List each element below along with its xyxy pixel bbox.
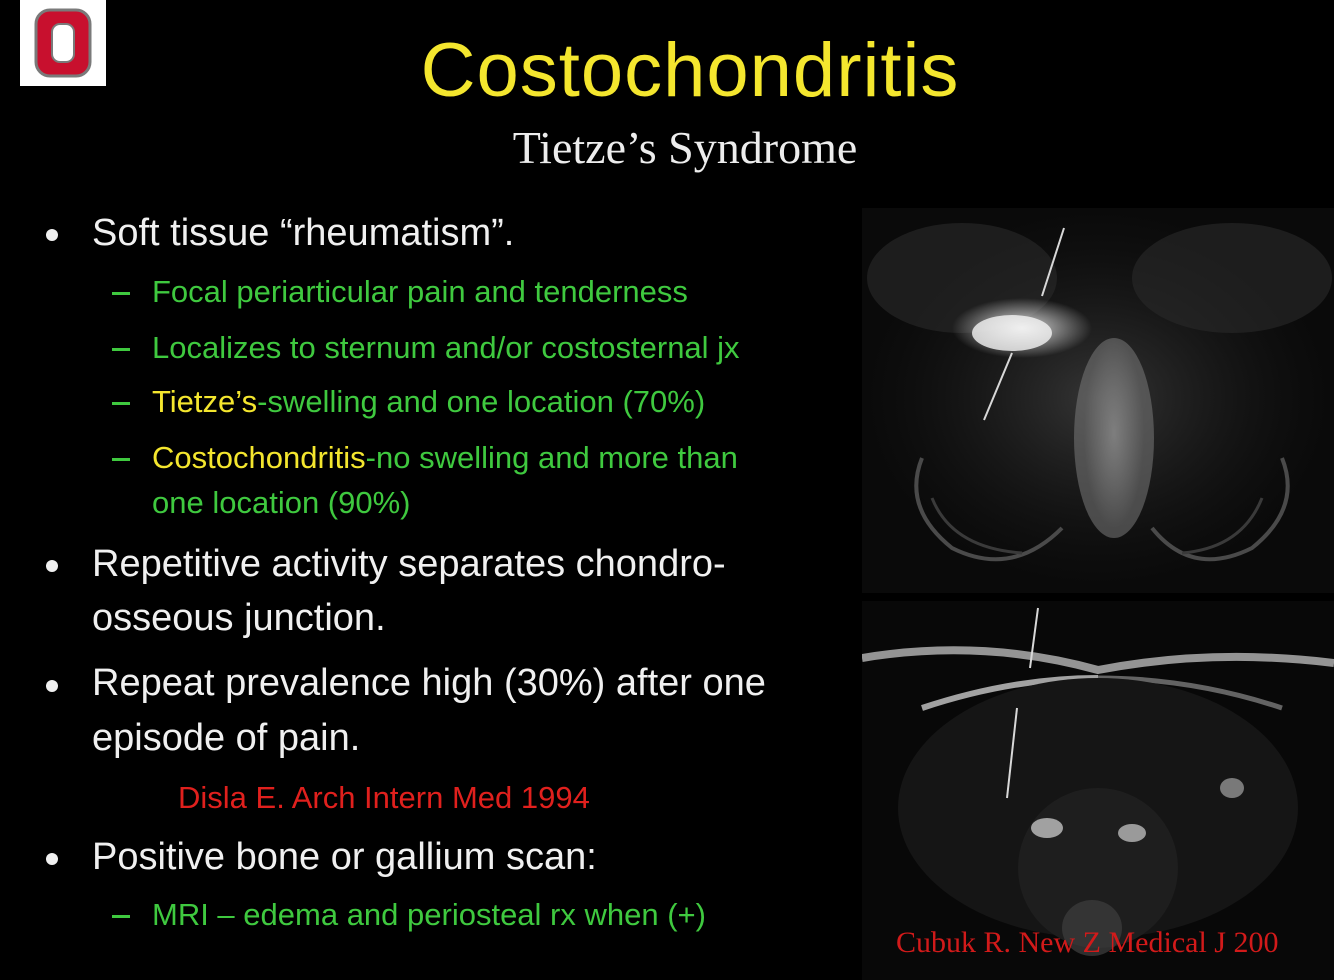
subitem-prefix: Tietze’s — [152, 384, 258, 419]
bullet-marker — [46, 229, 58, 241]
bullet-continuation: episode of pain. — [92, 717, 361, 759]
dash-marker — [112, 458, 130, 461]
subitem-text: MRI – edema and periosteal rx when (+) — [152, 897, 706, 932]
subitem-continuation: one location (90%) — [152, 485, 411, 520]
bullet-text: Repeat prevalence high (30%) after one — [92, 662, 766, 704]
slide-subtitle: Tietze’s Syndrome — [512, 122, 858, 173]
bullet-marker — [46, 853, 58, 865]
subitem-rest: -no swelling and more than — [365, 440, 738, 475]
dash-marker — [112, 292, 130, 295]
bullet-marker — [46, 560, 58, 572]
bullet-text: Soft tissue “rheumatism”. — [92, 212, 515, 254]
image-credit: Cubuk R. New Z Medical J 200 — [896, 926, 1279, 959]
subitem-text: Localizes to sternum and/or costosternal jx — [152, 330, 740, 365]
slide-title: Costochondritis — [420, 28, 960, 113]
subitem-text — [152, 440, 738, 476]
subitem-text — [152, 384, 705, 420]
bullet-continuation: osseous junction. — [92, 597, 386, 639]
dash-marker — [112, 348, 130, 351]
dash-marker — [112, 915, 130, 918]
mri-image — [862, 208, 1334, 980]
subitem-text: Focal periarticular pain and tenderness — [152, 274, 688, 309]
subitem-rest: -swelling and one location (70%) — [257, 384, 706, 419]
bullet-text: Repetitive activity separates chondro- — [92, 543, 726, 585]
bullet-text: Positive bone or gallium scan: — [92, 836, 597, 878]
bullet-marker — [46, 680, 58, 692]
citation: Disla E. Arch Intern Med 1994 — [178, 780, 590, 815]
dash-marker — [112, 402, 130, 405]
subitem-prefix: Costochondritis — [152, 440, 366, 475]
